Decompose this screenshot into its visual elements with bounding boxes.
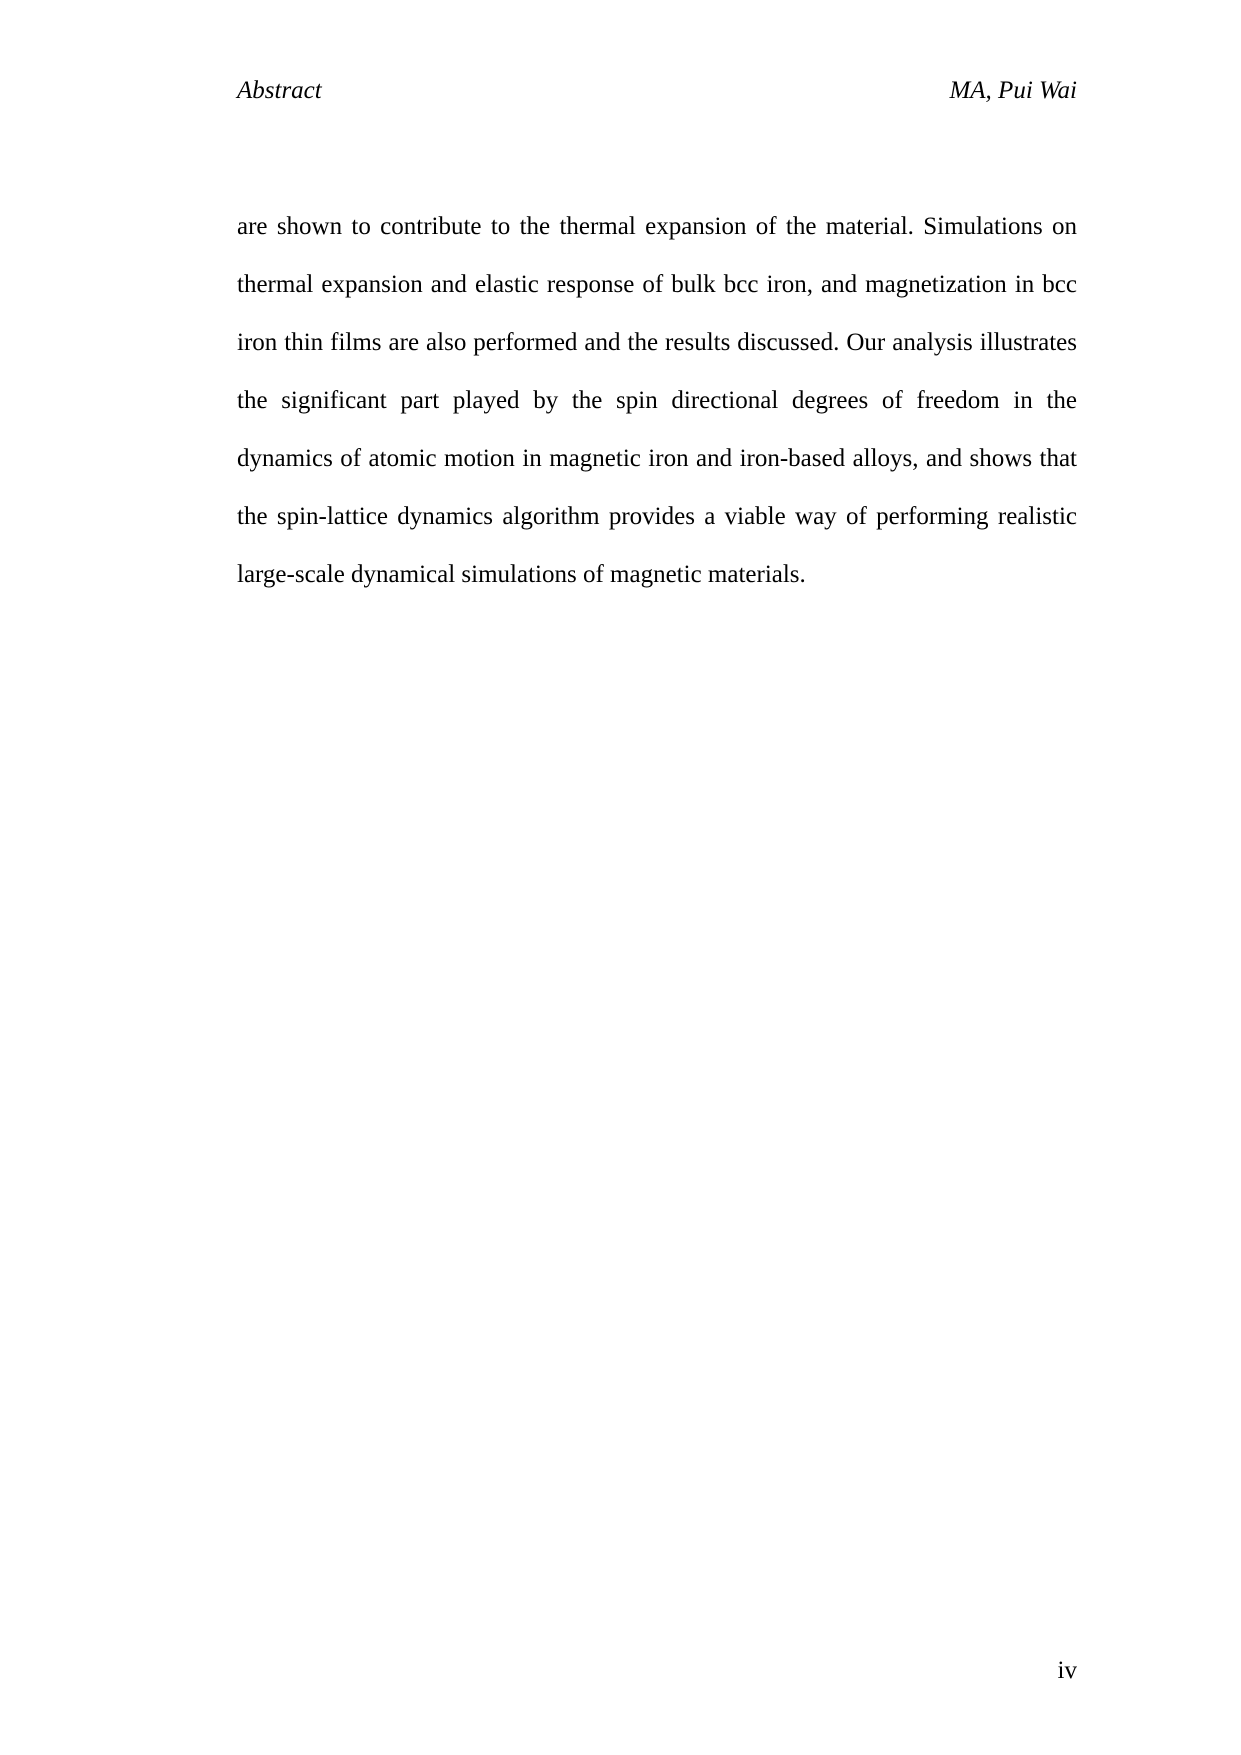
abstract-paragraph xyxy=(237,198,1077,604)
paragraph-line: thermal expansion and elastic response of bulk bcc iron, and magnetization in bcc xyxy=(237,271,1077,298)
running-header xyxy=(237,74,1077,108)
paragraph-line: large-scale dynamical simulations of magnetic materials. xyxy=(237,561,806,588)
paragraph-line: the spin-lattice dynamics algorithm provides a viable way of performing realistic xyxy=(237,503,1077,530)
paragraph-line: the significant part played by the spin directional degrees of freedom in the xyxy=(237,387,1077,414)
paragraph-line: iron thin films are also performed and the results discussed. Our analysis illustrates xyxy=(237,329,1077,356)
page-number: iv xyxy=(1057,1657,1077,1684)
paragraph-line: are shown to contribute to the thermal expansion of the material. Simulations on xyxy=(237,213,1077,240)
header-section-title: Abstract xyxy=(237,77,322,104)
header-author-name: MA, Pui Wai xyxy=(949,77,1077,104)
paragraph-line: dynamics of atomic motion in magnetic iron and iron-based alloys, and shows that xyxy=(237,445,1077,472)
